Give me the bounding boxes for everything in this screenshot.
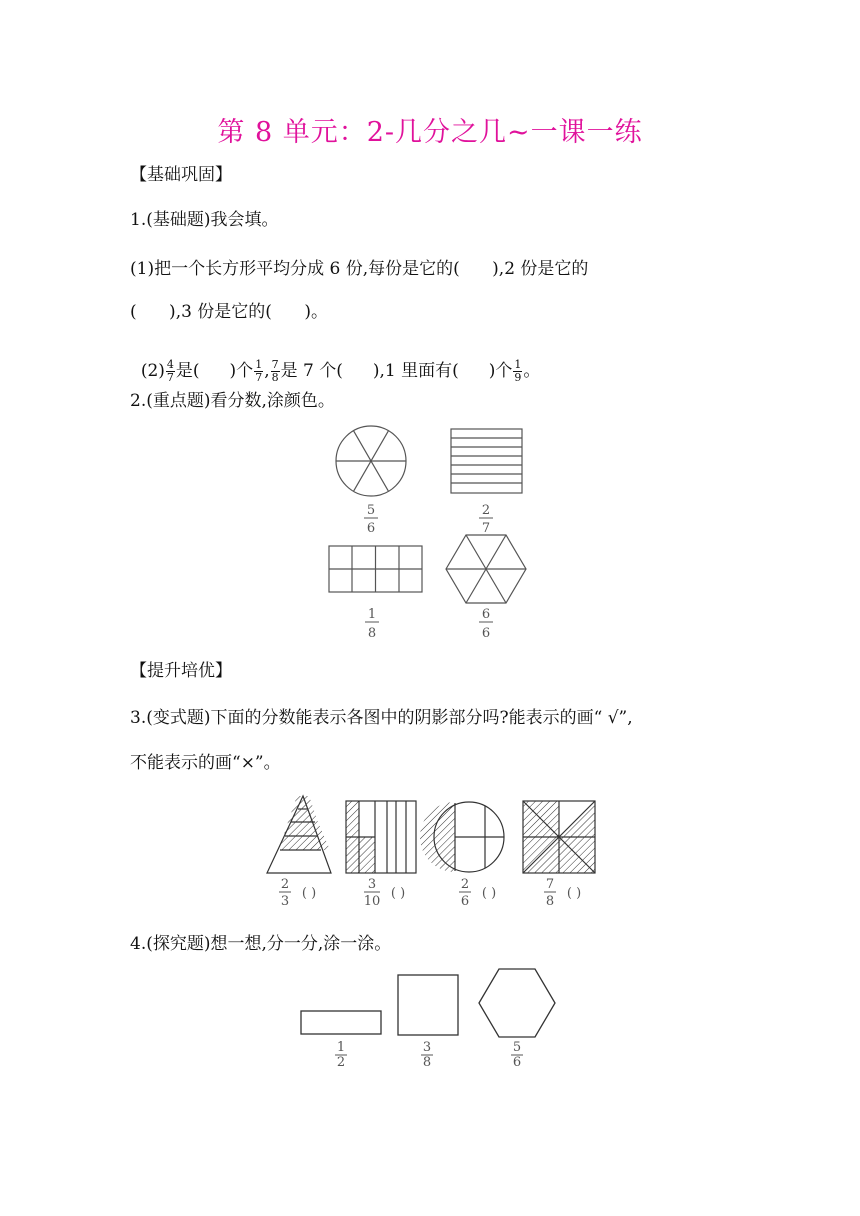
q3-square-figure <box>523 801 595 873</box>
q3-label-4-blank: ( ) <box>566 886 582 901</box>
q1-part1-line2: ( ),3 份是它的( )。 <box>130 302 328 322</box>
q4-label-3-den: 6 <box>512 1055 522 1070</box>
q4-square-figure <box>398 975 458 1035</box>
q1-part1-line1: (1)把一个长方形平均分成 6 份,每份是它的( ),2 份是它的 <box>130 259 589 279</box>
q2-grid-rect-figure <box>329 546 422 592</box>
q3-triangle-figure <box>267 796 331 873</box>
q3-label-2-num: 3 <box>367 877 377 892</box>
q2-label-2-num: 2 <box>481 503 491 518</box>
q3-label-1-blank: ( ) <box>301 886 317 901</box>
q2-label-3-den: 8 <box>367 626 377 641</box>
q2-label-4-num: 6 <box>481 607 491 622</box>
q2-circle-figure <box>336 426 406 496</box>
q2-label-1-den: 6 <box>366 521 376 536</box>
section-basic: 【基础巩固】 <box>130 165 232 185</box>
q3-label-4-num: 7 <box>545 877 555 892</box>
q3-label-3-den: 6 <box>460 894 470 909</box>
q3-label-2-blank: ( ) <box>390 886 406 901</box>
q3-heading-line2: 不能表示的画“×”。 <box>130 753 281 773</box>
q4-label-2-num: 3 <box>422 1040 432 1055</box>
q3-label-1-num: 2 <box>280 877 290 892</box>
q2-label-3-num: 1 <box>367 607 377 622</box>
q3-label-3-blank: ( ) <box>481 886 497 901</box>
q3-label-4-den: 8 <box>545 894 555 909</box>
q2-striped-rect-figure <box>451 429 522 493</box>
q3-label-1-den: 3 <box>280 894 290 909</box>
q4-label-2-den: 8 <box>422 1055 432 1070</box>
fraction-4-7: $\frac{4}{7}$ <box>166 358 174 384</box>
q4-rectangle-figure <box>301 1011 381 1034</box>
fraction-1-9: $\frac{1}{9}$ <box>514 358 522 384</box>
q4-label-3-num: 5 <box>512 1040 522 1055</box>
q4-heading: 4.(探究题)想一想,分一分,涂一涂。 <box>130 934 392 954</box>
q1-part2: (2) $\frac{4}{7}$ 是( )个 $\frac{1}{7}$ , $\frac{7}{8}$ 是 7 个( ),1 里面有( )个 $\frac{1}{9}$ 。 <box>140 358 541 384</box>
q2-label-1-num: 5 <box>366 503 376 518</box>
q3-heading-line1: 3.(变式题)下面的分数能表示各图中的阴影部分吗?能表示的画“ √”, <box>130 708 633 728</box>
fraction-1-7: $\frac{1}{7}$ <box>255 358 263 384</box>
q3-circle-figure <box>420 802 504 872</box>
section-advanced: 【提升培优】 <box>130 661 232 681</box>
q4-label-1-den: 2 <box>336 1055 346 1070</box>
q2-label-2-den: 7 <box>481 521 491 536</box>
q2-heading: 2.(重点题)看分数,涂颜色。 <box>130 391 335 411</box>
q4-label-1-num: 1 <box>336 1040 346 1055</box>
q2-hexagon-figure <box>446 535 526 603</box>
q3-label-2-den: 10 <box>363 894 381 909</box>
fraction-7-8: $\frac{7}{8}$ <box>271 358 279 384</box>
q3-label-3-num: 2 <box>460 877 470 892</box>
q1-part2-prefix: (2) <box>140 361 165 381</box>
q4-hexagon-figure <box>479 969 555 1037</box>
page-title: 第 8 单元：2-几分之几~一课一练 <box>217 117 643 148</box>
q2-label-4-den: 6 <box>481 626 491 641</box>
q3-rect-columns-figure <box>346 801 416 873</box>
q1-heading: 1.(基础题)我会填。 <box>130 210 279 230</box>
